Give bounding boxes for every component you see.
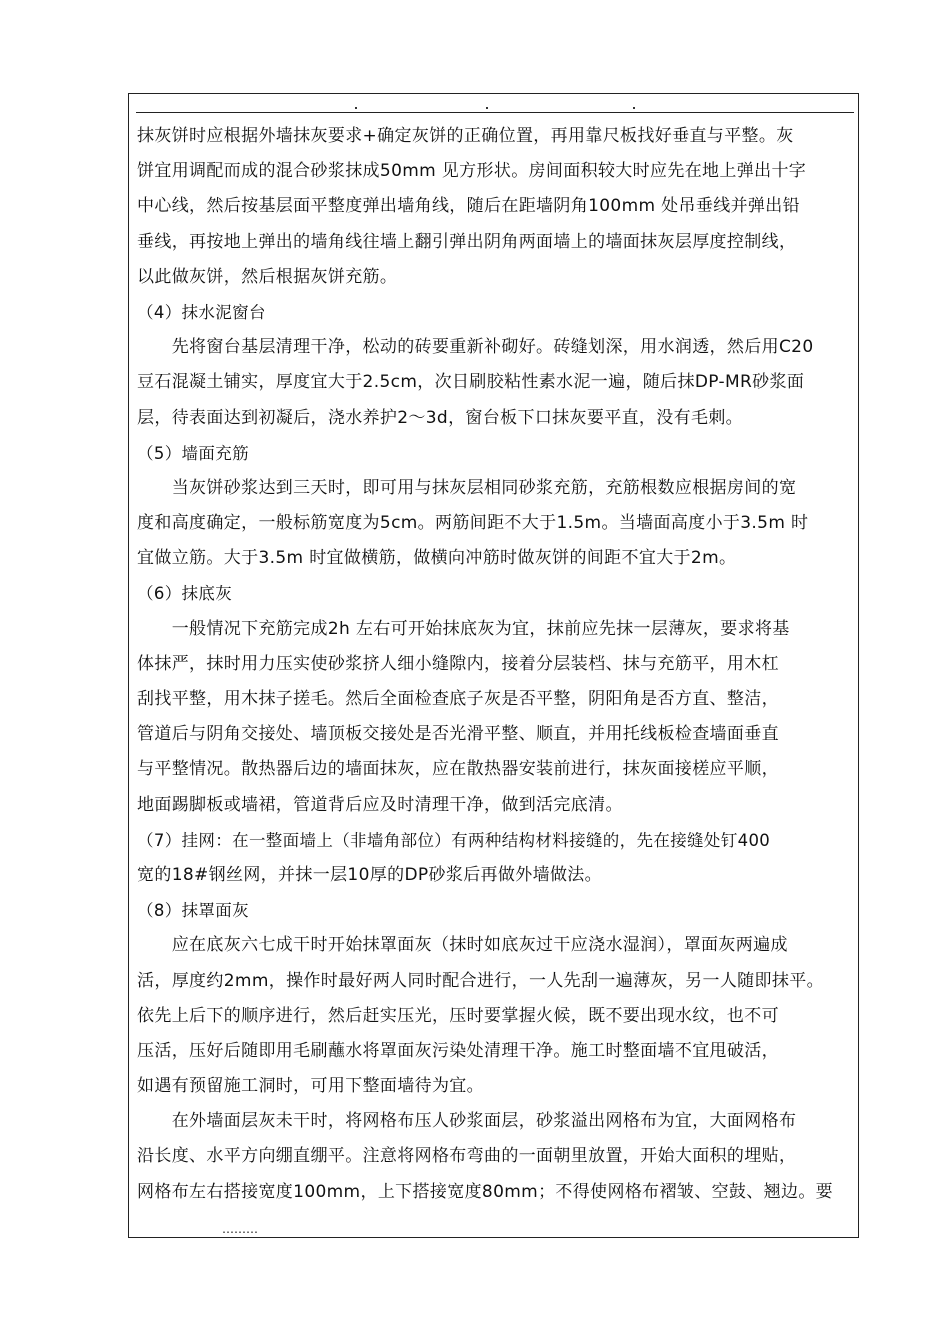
text-line: 豆石混凝土铺实，厚度宜大于2.5cm，次日刷胶粘性素水泥一遍，随后抹DP-MR砂浆面	[137, 372, 805, 393]
text-line: 应在底灰六七成干时开始抹罩面灰（抹时如底灰过干应浇水湿润），罩面灰两遍成	[137, 935, 788, 956]
text-line: 沿长度、水平方向绷直绷平。注意将网格布弯曲的一面朝里放置，开始大面积的埋贴，	[137, 1146, 797, 1167]
text-line: 压活，压好后随即用毛刷蘸水将罩面灰污染处清理干净。施工时整面墙不宜甩破活，	[137, 1040, 779, 1061]
section-heading: （4）抹水泥窗台	[137, 302, 266, 322]
text-line: 宽的18#钢丝网，并抹一层10厚的DP砂浆后再做外墙做法。	[137, 864, 602, 885]
text-line: 饼宜用调配而成的混合砂浆抹成50mm 见方形状。房间面积较大时应先在地上弹出十字	[137, 161, 807, 182]
text-line: 刮找平整，用木抹子搓毛。然后全面检查底子灰是否平整，阴阳角是否方直、整洁，	[137, 689, 779, 709]
text-line: 度和高度确定，一般标筋宽度为5cm。两筋间距不大于1.5m。当墙面高度小于3.5m 时	[137, 513, 809, 534]
section-heading: （7）挂网：在一整面墙上（非墙角部位）有两种结构材料接缝的，先在接缝处钉400	[137, 830, 771, 850]
text-line: 抹灰饼时应根据外墙抹灰要求+确定灰饼的正确位置，再用靠尺板找好垂直与平整。灰	[137, 126, 794, 146]
text-line: 活，厚度约2mm，操作时最好两人同时配合进行，一人先刮一遍薄灰，另一人随即抹平。	[137, 970, 824, 991]
text-line: 在外墙面层灰未干时，将网格布压人砂浆面层，砂浆溢出网格布为宜，大面网格布	[137, 1111, 797, 1132]
text-line: 层，待表面达到初凝后，浇水养护2～3d，窗台板下口抹灰要平直，没有毛刺。	[137, 407, 744, 428]
text-line: 管道后与阴角交接处、墙顶板交接处是否光滑平整、顺直，并用托线板检查墙面垂直	[137, 724, 779, 745]
text-line: 一般情况下充筋完成2h 左右可开始抹底灰为宜，抹前应先抹一层薄灰，要求将基	[137, 618, 790, 639]
text-line: 地面踢脚板或墙裙，管道背后应及时清理干净，做到活完底清。	[137, 794, 623, 815]
section-heading: （5）墙面充筋	[137, 443, 249, 463]
text-line: 以此做灰饼，然后根据灰饼充筋。	[137, 266, 398, 287]
section-heading: （6）抹底灰	[137, 584, 233, 604]
text-line: 宜做立筋。大于3.5m 时宜做横筋，做横向冲筋时做灰饼的间距不宜大于2m。	[137, 548, 737, 569]
header-mark	[355, 107, 357, 109]
text-line: 中心线，然后按基层面平整度弹出墙角线，随后在距墙阴角100mm 处吊垂线并弹出铅	[137, 196, 800, 217]
text-line: 依先上后下的顺序进行，然后赶实压光，压时要掌握火候，既不要出现水纹，也不可	[137, 1005, 779, 1026]
text-line: 垂线，再按地上弹出的墙角线往墙上翻引弹出阴角两面墙上的墙面抹灰层厚度控制线，	[137, 231, 797, 252]
header-rule	[136, 112, 854, 113]
document-body	[137, 119, 855, 1210]
header-mark	[486, 107, 488, 109]
section-heading: （8）抹罩面灰	[137, 901, 249, 921]
header-mark	[633, 107, 635, 109]
page-footer-ellipsis: ………	[222, 1222, 258, 1236]
text-line: 如遇有预留施工洞时，可用下整面墙待为宜。	[137, 1076, 484, 1097]
text-line: 与平整情况。散热器后边的墙面抹灰，应在散热器安装前进行，抹灰面接槎应平顺，	[137, 759, 779, 780]
text-line: 体抹严，抹时用力压实使砂浆挤人细小缝隙内，接着分层装档、抹与充筋平，用木杠	[137, 653, 779, 674]
text-line: 网格布左右搭接宽度100mm，上下搭接宽度80mm；不得使网格布褶皱、空鼓、翘边。要	[137, 1181, 834, 1202]
text-line: 当灰饼砂浆达到三天时，即可用与抹灰层相同砂浆充筋，充筋根数应根据房间的宽	[137, 477, 797, 498]
text-line: 先将窗台基层清理干净，松动的砖要重新补砌好。砖缝划深，用水润透，然后用C20	[137, 337, 814, 358]
